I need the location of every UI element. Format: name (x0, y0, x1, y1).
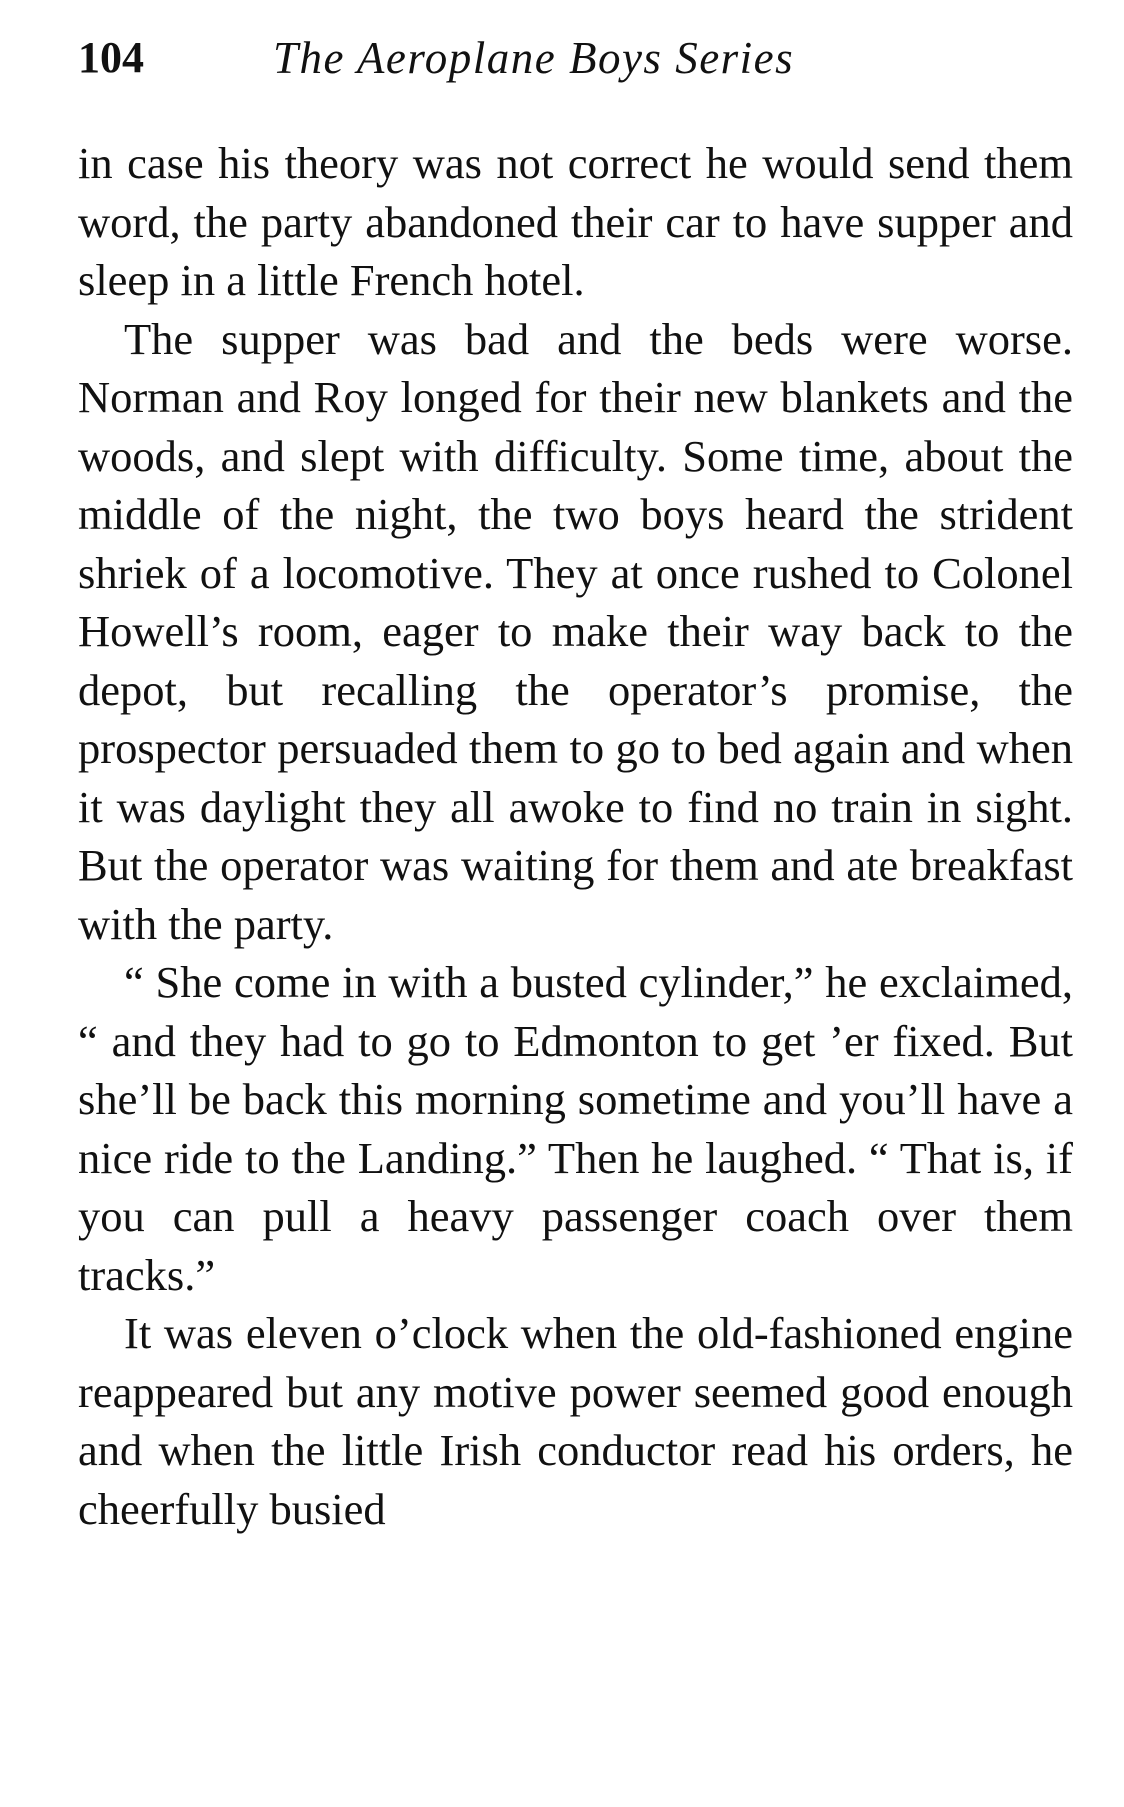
body-text (78, 134, 1073, 1538)
page-header (78, 28, 1078, 88)
page-number: 104 (78, 33, 144, 82)
paragraph-2: The supper was bad and the beds were worse. Norman and Roy longed for their new blankets and the woods, and slept with difficulty. Some time, about the middle of the night, the two boys heard the strident shriek of a locomotive. They at once rushed to Colonel Howell’s room, eager to make their way back to the depot, but recalling the operator’s promise, the prospector persuaded them to go to bed again and when it was daylight they all awoke to find no train in sight. But the operator was waiting for them and ate breakfast with the party. (78, 313, 1073, 949)
paragraph-4: It was eleven o’clock when the old-fashioned engine reappeared but any motive power seemed good enough and when the little Irish conductor read his orders, he cheerfully busied (78, 1308, 1073, 1534)
paragraph-3: “ She come in with a busted cylinder,” he exclaimed, “ and they had to go to Edmonton to get ’er fixed. But she’ll be back this morning sometime and you’ll have a nice ride to the Landing.” Then he laughed. “ That is, if you can pull a heavy passenger coach over them tracks.” (78, 957, 1073, 1300)
running-title: The Aeroplane Boys Series (273, 33, 795, 83)
paragraph-1: in case his theory was not correct he would send them word, the party abandoned their car to have supper and sleep in a little French hotel. (78, 138, 1073, 305)
